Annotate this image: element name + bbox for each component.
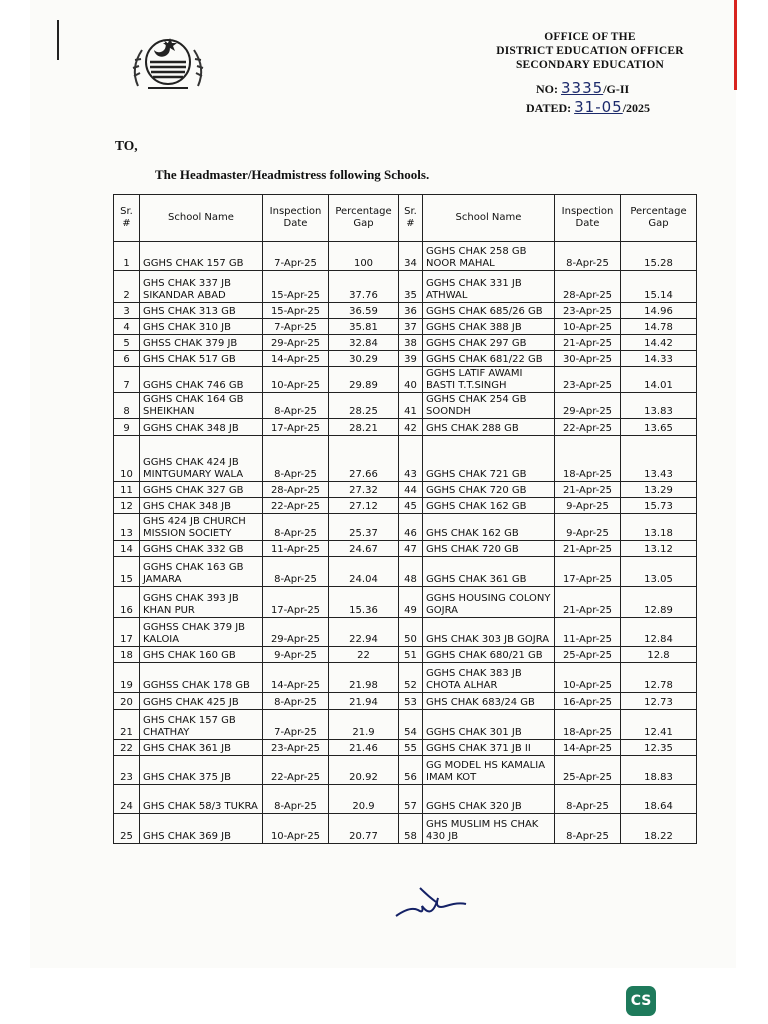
inspection-date: 14-Apr-25 — [263, 351, 329, 367]
letter-date-label: DATED: — [526, 101, 572, 115]
inspection-date: 8-Apr-25 — [263, 393, 329, 419]
serial-number: 9 — [114, 419, 140, 436]
inspection-date: 8-Apr-25 — [555, 242, 621, 271]
percentage-gap: 13.43 — [621, 436, 697, 482]
table-row — [114, 419, 697, 436]
percentage-gap: 14.42 — [621, 335, 697, 351]
serial-number: 55 — [399, 740, 423, 756]
reference-number-suffix: /G-II — [603, 82, 630, 96]
inspection-date: 22-Apr-25 — [555, 419, 621, 436]
table-row — [114, 498, 697, 514]
percentage-gap: 15.28 — [621, 242, 697, 271]
percentage-gap: 27.32 — [329, 482, 399, 498]
inspection-date: 9-Apr-25 — [555, 498, 621, 514]
percentage-gap: 18.83 — [621, 756, 697, 785]
percentage-gap: 13.65 — [621, 419, 697, 436]
inspection-date: 8-Apr-25 — [263, 693, 329, 710]
inspection-date: 9-Apr-25 — [555, 514, 621, 541]
percentage-gap: 12.41 — [621, 710, 697, 740]
recipient-label: TO, — [115, 138, 138, 153]
serial-number: 2 — [114, 271, 140, 303]
table-row — [114, 785, 697, 814]
inspection-date: 17-Apr-25 — [555, 557, 621, 587]
school-name: GGHS CHAK 348 JB — [140, 419, 263, 436]
school-name: GGHS CHAK 297 GB — [423, 335, 555, 351]
serial-number: 57 — [399, 785, 423, 814]
serial-number: 14 — [114, 541, 140, 557]
percentage-gap: 13.83 — [621, 393, 697, 419]
serial-number: 10 — [114, 436, 140, 482]
inspection-date: 8-Apr-25 — [263, 785, 329, 814]
percentage-gap: 12.35 — [621, 740, 697, 756]
school-name: GHS CHAK 720 GB — [423, 541, 555, 557]
inspection-date: 8-Apr-25 — [555, 814, 621, 844]
table-row — [114, 436, 697, 482]
serial-number: 20 — [114, 693, 140, 710]
serial-number: 34 — [399, 242, 423, 271]
percentage-gap: 100 — [329, 242, 399, 271]
serial-number: 24 — [114, 785, 140, 814]
serial-number: 23 — [114, 756, 140, 785]
inspection-date: 25-Apr-25 — [555, 756, 621, 785]
serial-number: 1 — [114, 242, 140, 271]
percentage-gap: 13.05 — [621, 557, 697, 587]
percentage-gap: 30.29 — [329, 351, 399, 367]
page-margin — [736, 0, 768, 968]
table-row — [114, 710, 697, 740]
column-header: School Name — [423, 195, 555, 242]
school-name: GGHS CHAK 681/22 GB — [423, 351, 555, 367]
serial-number: 15 — [114, 557, 140, 587]
percentage-gap: 28.21 — [329, 419, 399, 436]
inspection-date: 11-Apr-25 — [263, 541, 329, 557]
scanner-app-badge: CS — [626, 986, 656, 1016]
percentage-gap: 35.81 — [329, 319, 399, 335]
table-row — [114, 587, 697, 618]
school-name: GGHS CHAK 162 GB — [423, 498, 555, 514]
percentage-gap: 12.8 — [621, 647, 697, 663]
column-header: Inspection Date — [555, 195, 621, 242]
letter-date-suffix: /2025 — [622, 101, 651, 115]
school-name: GHS CHAK 157 GB CHATHAY — [140, 710, 263, 740]
percentage-gap: 14.96 — [621, 303, 697, 319]
serial-number: 35 — [399, 271, 423, 303]
column-header: Sr. # — [114, 195, 140, 242]
inspection-date: 7-Apr-25 — [263, 242, 329, 271]
serial-number: 21 — [114, 710, 140, 740]
school-name: GGHSS CHAK 178 GB — [140, 663, 263, 693]
percentage-gap: 21.94 — [329, 693, 399, 710]
table-row — [114, 242, 697, 271]
percentage-gap: 21.98 — [329, 663, 399, 693]
percentage-gap: 25.37 — [329, 514, 399, 541]
serial-number: 54 — [399, 710, 423, 740]
school-name: GHS CHAK 160 GB — [140, 647, 263, 663]
percentage-gap: 20.9 — [329, 785, 399, 814]
table-row — [114, 740, 697, 756]
table-row — [114, 541, 697, 557]
school-name: GGHS CHAK 388 JB — [423, 319, 555, 335]
column-header: Sr. # — [399, 195, 423, 242]
school-name: GHS CHAK 361 JB — [140, 740, 263, 756]
percentage-gap: 15.36 — [329, 587, 399, 618]
inspection-date: 10-Apr-25 — [263, 814, 329, 844]
table-row — [114, 693, 697, 710]
school-name: GGHS HOUSING COLONY GOJRA — [423, 587, 555, 618]
percentage-gap: 13.18 — [621, 514, 697, 541]
inspection-date: 18-Apr-25 — [555, 710, 621, 740]
serial-number: 52 — [399, 663, 423, 693]
percentage-gap: 13.29 — [621, 482, 697, 498]
inspection-date: 28-Apr-25 — [555, 271, 621, 303]
percentage-gap: 21.46 — [329, 740, 399, 756]
inspection-date: 14-Apr-25 — [555, 740, 621, 756]
school-name: GGHS CHAK 393 JB KHAN PUR — [140, 587, 263, 618]
serial-number: 11 — [114, 482, 140, 498]
school-name: GHS 424 JB CHURCH MISSION SOCIETY — [140, 514, 263, 541]
school-name: GGHS CHAK 331 JB ATHWAL — [423, 271, 555, 303]
school-name: GGHS LATIF AWAMI BASTI T.T.SINGH — [423, 367, 555, 393]
serial-number: 3 — [114, 303, 140, 319]
serial-number: 17 — [114, 618, 140, 647]
serial-number: 5 — [114, 335, 140, 351]
percentage-gap: 21.9 — [329, 710, 399, 740]
percentage-gap: 12.73 — [621, 693, 697, 710]
percentage-gap: 12.89 — [621, 587, 697, 618]
serial-number: 45 — [399, 498, 423, 514]
inspection-date: 21-Apr-25 — [555, 587, 621, 618]
school-name: GHS CHAK 303 JB GOJRA — [423, 618, 555, 647]
inspection-date: 21-Apr-25 — [555, 541, 621, 557]
serial-number: 51 — [399, 647, 423, 663]
table-row — [114, 557, 697, 587]
percentage-gap: 27.12 — [329, 498, 399, 514]
inspection-date: 23-Apr-25 — [555, 303, 621, 319]
table-row — [114, 663, 697, 693]
serial-number: 12 — [114, 498, 140, 514]
inspection-date: 30-Apr-25 — [555, 351, 621, 367]
inspection-date: 21-Apr-25 — [555, 335, 621, 351]
inspection-date: 29-Apr-25 — [263, 618, 329, 647]
margin-pen-mark — [57, 20, 59, 60]
table-row — [114, 618, 697, 647]
school-name: GHS CHAK 369 JB — [140, 814, 263, 844]
serial-number: 58 — [399, 814, 423, 844]
column-header: Inspection Date — [263, 195, 329, 242]
school-name: GGHS CHAK 383 JB CHOTA ALHAR — [423, 663, 555, 693]
serial-number: 19 — [114, 663, 140, 693]
inspection-date: 8-Apr-25 — [263, 557, 329, 587]
table-header-row — [114, 195, 697, 242]
inspection-date: 29-Apr-25 — [263, 335, 329, 351]
school-name: GGHS CHAK 157 GB — [140, 242, 263, 271]
school-name: GHS CHAK 313 GB — [140, 303, 263, 319]
serial-number: 18 — [114, 647, 140, 663]
serial-number: 49 — [399, 587, 423, 618]
office-line-2: DISTRICT EDUCATION OFFICER — [496, 45, 684, 57]
percentage-gap: 24.04 — [329, 557, 399, 587]
percentage-gap: 20.77 — [329, 814, 399, 844]
school-name: GHS CHAK 337 JB SIKANDAR ABAD — [140, 271, 263, 303]
serial-number: 43 — [399, 436, 423, 482]
serial-number: 13 — [114, 514, 140, 541]
percentage-gap: 29.89 — [329, 367, 399, 393]
school-name: GGHS CHAK 424 JB MINTGUMARY WALA — [140, 436, 263, 482]
inspection-date: 8-Apr-25 — [555, 785, 621, 814]
serial-number: 46 — [399, 514, 423, 541]
inspection-date: 15-Apr-25 — [263, 271, 329, 303]
serial-number: 22 — [114, 740, 140, 756]
table-row — [114, 319, 697, 335]
table-row — [114, 482, 697, 498]
serial-number: 47 — [399, 541, 423, 557]
inspection-date: 7-Apr-25 — [263, 319, 329, 335]
inspection-date: 29-Apr-25 — [555, 393, 621, 419]
inspection-date: 10-Apr-25 — [555, 663, 621, 693]
office-line-1: OFFICE OF THE — [544, 31, 636, 43]
school-name: GGHS CHAK 425 JB — [140, 693, 263, 710]
percentage-gap: 36.59 — [329, 303, 399, 319]
inspection-date: 8-Apr-25 — [263, 436, 329, 482]
serial-number: 37 — [399, 319, 423, 335]
school-name: GHS CHAK 375 JB — [140, 756, 263, 785]
school-name: GGHS CHAK 320 JB — [423, 785, 555, 814]
percentage-gap: 27.66 — [329, 436, 399, 482]
school-name: GGHS CHAK 254 GB SOONDH — [423, 393, 555, 419]
percentage-gap: 22.94 — [329, 618, 399, 647]
inspection-date: 9-Apr-25 — [263, 647, 329, 663]
percentage-gap: 14.33 — [621, 351, 697, 367]
school-name: GGHS CHAK 720 GB — [423, 482, 555, 498]
percentage-gap: 15.14 — [621, 271, 697, 303]
inspection-date: 22-Apr-25 — [263, 756, 329, 785]
percentage-gap: 15.73 — [621, 498, 697, 514]
table-row — [114, 393, 697, 419]
school-name: GG MODEL HS KAMALIA IMAM KOT — [423, 756, 555, 785]
serial-number: 39 — [399, 351, 423, 367]
school-name: GHS CHAK 683/24 GB — [423, 693, 555, 710]
inspection-date: 11-Apr-25 — [555, 618, 621, 647]
school-name: GGHS CHAK 721 GB — [423, 436, 555, 482]
inspection-date: 10-Apr-25 — [555, 319, 621, 335]
school-name: GHSS CHAK 379 JB — [140, 335, 263, 351]
inspection-date: 18-Apr-25 — [555, 436, 621, 482]
serial-number: 4 — [114, 319, 140, 335]
school-name: GHS CHAK 162 GB — [423, 514, 555, 541]
inspection-date: 10-Apr-25 — [263, 367, 329, 393]
reference-number — [536, 79, 629, 97]
office-header — [480, 30, 700, 72]
percentage-gap: 12.84 — [621, 618, 697, 647]
inspection-date: 28-Apr-25 — [263, 482, 329, 498]
serial-number: 36 — [399, 303, 423, 319]
serial-number: 41 — [399, 393, 423, 419]
school-name: GHS CHAK 517 GB — [140, 351, 263, 367]
school-name: GHS CHAK 348 JB — [140, 498, 263, 514]
inspection-date: 23-Apr-25 — [555, 367, 621, 393]
serial-number: 53 — [399, 693, 423, 710]
table-row — [114, 647, 697, 663]
serial-number: 8 — [114, 393, 140, 419]
table-row — [114, 514, 697, 541]
table-row — [114, 271, 697, 303]
serial-number: 56 — [399, 756, 423, 785]
school-name: GHS CHAK 310 JB — [140, 319, 263, 335]
schools-table — [113, 194, 697, 844]
serial-number: 42 — [399, 419, 423, 436]
school-name: GHS CHAK 58/3 TUKRA — [140, 785, 263, 814]
serial-number: 7 — [114, 367, 140, 393]
inspection-date: 17-Apr-25 — [263, 419, 329, 436]
letter-date-value: 31-05 — [574, 98, 623, 116]
school-name: GHS CHAK 288 GB — [423, 419, 555, 436]
table-row — [114, 351, 697, 367]
inspection-date: 14-Apr-25 — [263, 663, 329, 693]
school-name: GGHS CHAK 301 JB — [423, 710, 555, 740]
officer-signature — [392, 876, 472, 926]
serial-number: 50 — [399, 618, 423, 647]
column-header: Percentage Gap — [329, 195, 399, 242]
inspection-date: 25-Apr-25 — [555, 647, 621, 663]
percentage-gap: 22 — [329, 647, 399, 663]
serial-number: 44 — [399, 482, 423, 498]
inspection-date: 16-Apr-25 — [555, 693, 621, 710]
table-row — [114, 335, 697, 351]
letter-date — [526, 98, 650, 116]
government-emblem-icon — [124, 28, 212, 96]
column-header: Percentage Gap — [621, 195, 697, 242]
percentage-gap: 14.01 — [621, 367, 697, 393]
column-header: School Name — [140, 195, 263, 242]
percentage-gap: 37.76 — [329, 271, 399, 303]
school-name: GGHS CHAK 371 JB II — [423, 740, 555, 756]
inspection-date: 23-Apr-25 — [263, 740, 329, 756]
reference-number-label: NO: — [536, 82, 558, 96]
office-line-3: SECONDARY EDUCATION — [515, 59, 665, 71]
inspection-date: 8-Apr-25 — [263, 514, 329, 541]
school-name: GGHSS CHAK 379 JB KALOIA — [140, 618, 263, 647]
recipient-line: The Headmaster/Headmistress following Schools. — [155, 167, 430, 182]
table-row — [114, 367, 697, 393]
school-name: GGHS CHAK 327 GB — [140, 482, 263, 498]
inspection-date: 22-Apr-25 — [263, 498, 329, 514]
table-row — [114, 303, 697, 319]
table-body — [114, 242, 697, 844]
school-name: GGHS CHAK 746 GB — [140, 367, 263, 393]
school-name: GGHS CHAK 332 GB — [140, 541, 263, 557]
page-edge-strip — [734, 0, 737, 90]
serial-number: 16 — [114, 587, 140, 618]
percentage-gap: 32.84 — [329, 335, 399, 351]
percentage-gap: 18.22 — [621, 814, 697, 844]
serial-number: 25 — [114, 814, 140, 844]
serial-number: 40 — [399, 367, 423, 393]
table-row — [114, 756, 697, 785]
school-name: GGHS CHAK 163 GB JAMARA — [140, 557, 263, 587]
serial-number: 48 — [399, 557, 423, 587]
percentage-gap: 12.78 — [621, 663, 697, 693]
school-name: GGHS CHAK 361 GB — [423, 557, 555, 587]
percentage-gap: 13.12 — [621, 541, 697, 557]
inspection-date: 17-Apr-25 — [263, 587, 329, 618]
school-name: GHS MUSLIM HS CHAK 430 JB — [423, 814, 555, 844]
percentage-gap: 18.64 — [621, 785, 697, 814]
table-row — [114, 814, 697, 844]
percentage-gap: 20.92 — [329, 756, 399, 785]
inspection-date: 7-Apr-25 — [263, 710, 329, 740]
school-name: GGHS CHAK 680/21 GB — [423, 647, 555, 663]
school-name: GGHS CHAK 685/26 GB — [423, 303, 555, 319]
percentage-gap: 14.78 — [621, 319, 697, 335]
inspection-date: 15-Apr-25 — [263, 303, 329, 319]
percentage-gap: 28.25 — [329, 393, 399, 419]
serial-number: 38 — [399, 335, 423, 351]
inspection-date: 21-Apr-25 — [555, 482, 621, 498]
serial-number: 6 — [114, 351, 140, 367]
percentage-gap: 24.67 — [329, 541, 399, 557]
school-name: GGHS CHAK 164 GB SHEIKHAN — [140, 393, 263, 419]
school-name: GGHS CHAK 258 GB NOOR MAHAL — [423, 242, 555, 271]
reference-number-value: 3335 — [561, 79, 604, 97]
